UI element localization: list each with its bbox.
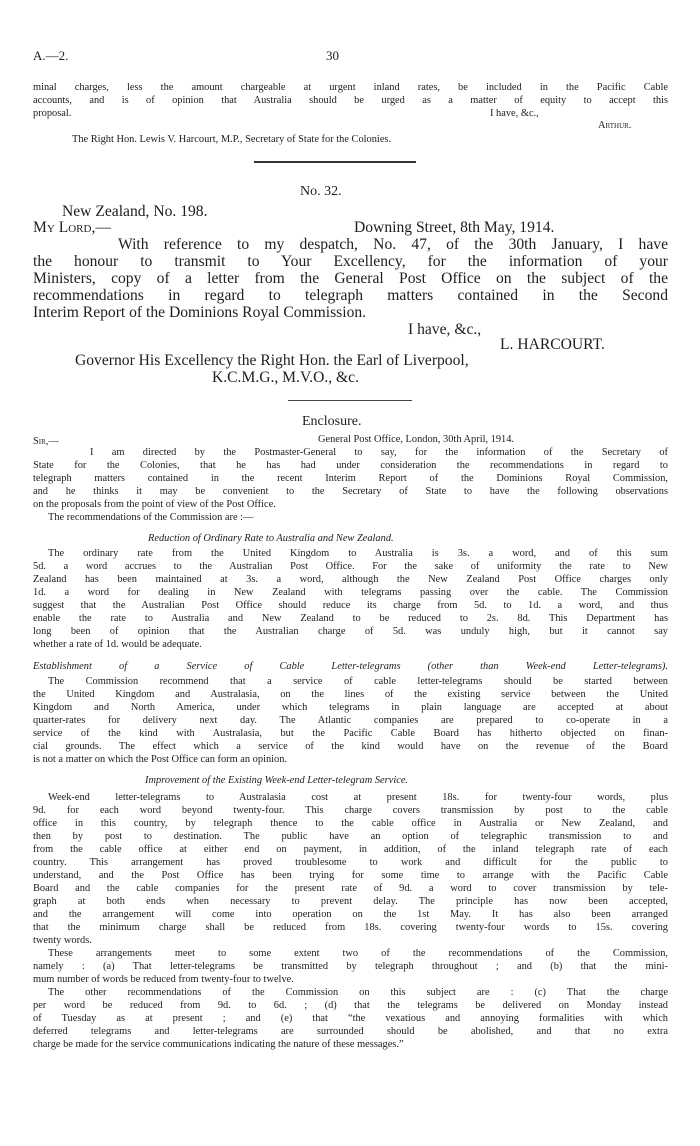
page-number: 30 — [326, 48, 339, 63]
body-line: of Tuesday as at present ; and (e) that “the vexatious and annoying formalities with which — [33, 1013, 668, 1024]
letter-reference: New Zealand, No. 198. — [62, 203, 208, 220]
body-line: The Commission recommend that a service of cable letter-telegrams should be started between — [48, 676, 668, 687]
recipient: Governor His Excellency the Right Hon. the Earl of Liverpool, — [75, 352, 469, 369]
closing: I have, &c., — [408, 321, 482, 338]
body-line: enable the rate to Australia and New Zealand to be reduced to 2s. 8d. This Department has — [33, 613, 668, 624]
place-date: General Post Office, London, 30th April, 1914. — [318, 434, 515, 445]
section-heading: Establishment of a Service of Cable Letter-telegrams (other than Week-end Letter-telegrams). — [33, 661, 668, 672]
body-line: suggest that the Australian Post Office should reduce its charge from 5d. to 1d. a word, and thus — [33, 600, 668, 611]
addressee: The Right Hon. Lewis V. Harcourt, M.P., Secretary of State for the Colonies. — [72, 134, 392, 145]
body-line: and he thinks it may be convenient to the Secretary of State to have the following observations — [33, 486, 668, 497]
letter-line: Interim Report of the Dominions Royal Commission. — [33, 304, 367, 321]
body-line: minal charges, less the amount chargeable at urgent inland rates, be included in the Pacific Cable — [33, 82, 668, 93]
body-line: that the minimum charge shall be reduced from 18s. covering twenty-four words to 15s. covering — [33, 922, 668, 933]
body-line: 9d. for each word beyond twenty-four. This charge covers transmission by post to the cable — [33, 805, 668, 816]
body-line: The other recommendations of the Commission on this subject are : (c) That the charge — [48, 987, 668, 998]
place-date: Downing Street, 8th May, 1914. — [354, 219, 555, 236]
body-line: understand, and the Post Office has been trying for some time to arrange with the Pacific Cable — [33, 870, 668, 881]
body-line: proposal. — [33, 108, 72, 119]
letter-line: the honour to transmit to Your Excellency, for the information of your — [33, 253, 668, 270]
closing: I have, &c., — [490, 108, 539, 119]
body-line: country. This arrangement has proved troublesome to work and difficult for the public to — [33, 857, 668, 868]
recipient-honours: K.C.M.G., M.V.O., &c. — [212, 369, 359, 386]
body-line: The recommendations of the Commission are :— — [48, 512, 254, 523]
enclosure-title: Enclosure. — [302, 414, 362, 429]
body-line: Board and the cable companies for the present rate of 9d. a word to cover transmission by tele- — [33, 883, 668, 894]
body-line: is not a matter on which the Post Office can form an opinion. — [33, 754, 288, 765]
body-line: These arrangements meet to some extent two of the recommendations of the Commission, — [48, 948, 668, 959]
signature: L. HARCOURT. — [500, 336, 605, 353]
document-reference: A.—2. — [33, 48, 69, 63]
body-line: then by post to destination. The public have an option of telegraphic transmission to and — [33, 831, 668, 842]
signature: Arthur. — [598, 120, 632, 131]
salutation: Sir,— — [33, 436, 59, 447]
letter-number: No. 32. — [300, 184, 342, 199]
body-line: from the cable office at either end on payment, in addition, of the inland telegraph rate of each — [33, 844, 668, 855]
body-line: service of the kind with Australasia, but the Pacific Cable Board has hitherto objected on finan- — [33, 728, 668, 739]
section-heading: Improvement of the Existing Week-end Letter-telegram Service. — [145, 775, 409, 786]
body-line: mum number of words be reduced from twenty-four to twelve. — [33, 974, 294, 985]
body-line: Zealand has been maintained at 3s. a word, although the New Zealand Post Office charges only — [33, 574, 668, 585]
body-line: deferred telegrams and letter-telegrams are surrounded should be abolished, and that no extra — [33, 1026, 668, 1037]
body-line: per word be reduced from 9d. to 6d. ; (d) that the telegrams be delivered on Monday instead — [33, 1000, 668, 1011]
body-line: 1d. a word for dealing in New Zealand with telegrams passing over the cable. The Commission — [33, 587, 668, 598]
letter-line: With reference to my despatch, No. 47, of the 30th January, I have — [118, 236, 668, 253]
section-divider — [254, 161, 416, 163]
body-line: 5d. a word accrues to the Australian Post Office. For the sake of uniformity the rate to New — [33, 561, 668, 572]
body-line: cial grounds. The effect which a service of the kind would have on the revenue of the Board — [33, 741, 668, 752]
body-line: State for the Colonies, that he has had under consideration the recommendations in regard to — [33, 460, 668, 471]
body-line: Kingdom and North America, under which telegrams in plain language are accepted at about — [33, 702, 668, 713]
body-line: charge be made for the service communications indicating the nature of these messages.” — [33, 1039, 404, 1050]
body-line: graph at both ends when necessary to prevent delay. The principle has now been accepted, — [33, 896, 668, 907]
body-line: long been of opinion that the Australian charge of 5d. was unduly high, but it cannot say — [33, 626, 668, 637]
body-line: The ordinary rate from the United Kingdom to Australia is 3s. a word, and of this sum — [48, 548, 668, 559]
body-line: on the proposals from the point of view of the Post Office. — [33, 499, 276, 510]
body-line: office in this country, by telegraph thence to the cable office in Australia or New Zealand, and — [33, 818, 668, 829]
letter-line: recommendations in regard to telegraph matters contained in the Second — [33, 287, 668, 304]
section-heading: Reduction of Ordinary Rate to Australia and New Zealand. — [148, 533, 394, 544]
body-line: quarter-rates for delivery next day. The Atlantic companies are prepared to co-operate in a — [33, 715, 668, 726]
body-line: whether a rate of 1d. would be adequate. — [33, 639, 202, 650]
body-line: accounts, and is of opinion that Australia should be urged as a matter of equity to accept this — [33, 95, 668, 106]
body-line: Week-end letter-telegrams to Australasia cost at present 18s. for twenty-four words, plus — [48, 792, 668, 803]
letter-line: Ministers, copy of a letter from the General Post Office on the subject of the — [33, 270, 668, 287]
body-line: I am directed by the Postmaster-General to say, for the information of the Secretary of — [90, 447, 668, 458]
salutation: My Lord,— — [33, 219, 111, 236]
section-divider — [288, 400, 412, 401]
body-line: twenty words. — [33, 935, 92, 946]
body-line: the United Kingdom and Australasia, on the lines of the existing service between the United — [33, 689, 668, 700]
body-line: namely : (a) That letter-telegrams be transmitted by telegraph throughout ; and (b) that the mini- — [33, 961, 668, 972]
body-line: and the arrangement will come into operation on the 1st May. It has also been arranged — [33, 909, 668, 920]
body-line: telegraph matters contained in the recent Interim Report of the Dominions Royal Commission, — [33, 473, 668, 484]
